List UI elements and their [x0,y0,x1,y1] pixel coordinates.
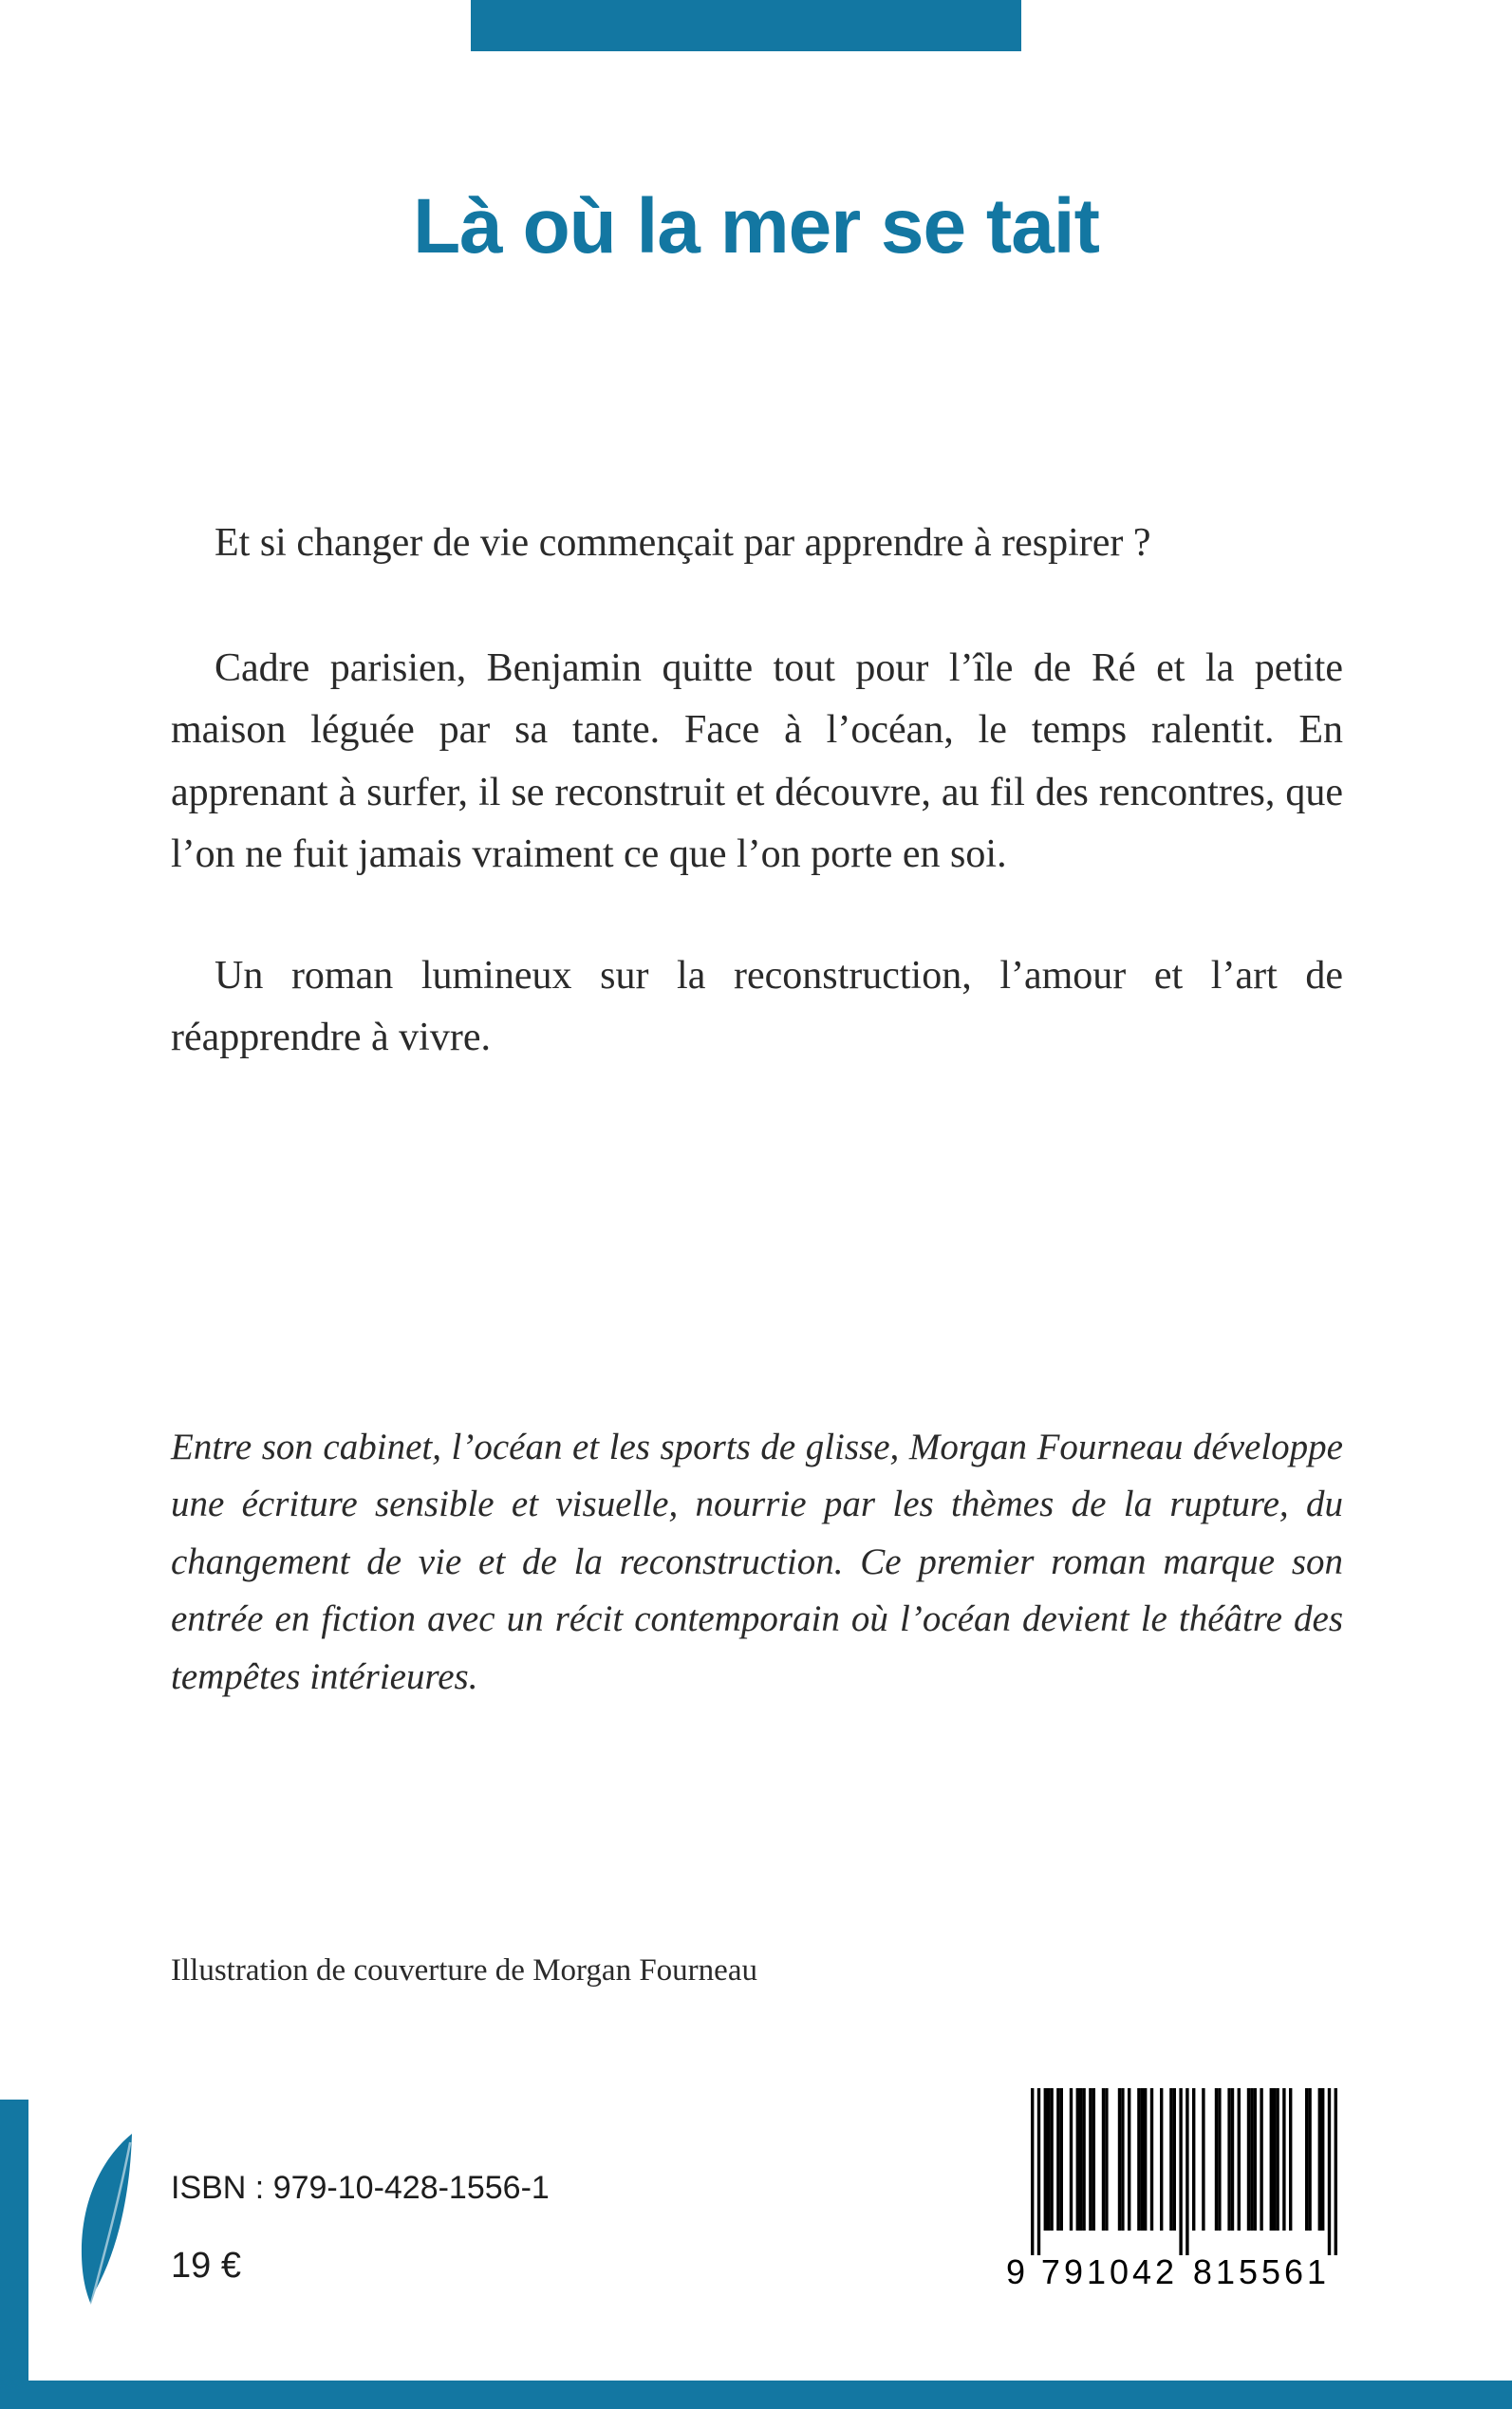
book-title: Là où la mer se tait [413,183,1099,270]
bottom-accent-stripe [0,2381,1512,2409]
svg-text:791042: 791042 [1040,2252,1179,2291]
tagline: Et si changer de vie commençait par apprendre à respirer ? [215,521,1151,565]
synopsis-paragraph-1: Cadre parisien, Benjamin quitte tout pour l’île de Ré et la petite maison léguée par sa tante. Face à l’océan, le temps ralentit. En apprenant à surfer, il se reconstruit et découvre, au fil des rencontres, que l’on ne fuit jamais vraiment ce que l’on porte en soi. [171,645,1343,877]
barcode-bars [1002,2088,1349,2292]
author-bio: Entre son cabinet, l’océan et les sports de glisse, Morgan Fourneau développe une écriture sensible et visuelle, nourrie par les thèmes de la rupture, du changement de vie et de la reconstruction. Ce premier roman marque son entrée en fiction avec un récit contemporain où l’océan devient le théâtre des tempêtes intérieures. [171,1427,1343,1697]
svg-text:815561: 815561 [1192,2252,1331,2291]
isbn-text: ISBN : 979-10-428-1556-1 [171,2170,550,2206]
left-accent-stripe [0,2100,28,2409]
barcode [1002,2088,1349,2292]
illustration-credit: Illustration de couverture de Morgan Fourneau [171,1953,757,1988]
synopsis-block [171,513,1343,1070]
svg-text:9: 9 [1005,2252,1026,2291]
feather-logo-icon [72,2132,140,2306]
price-text: 19 € [171,2246,241,2286]
synopsis-paragraph-2: Un roman lumineux sur la reconstruction, l’amour et l’art de réapprendre à vivre. [171,953,1343,1060]
spine-tab [471,0,1021,51]
